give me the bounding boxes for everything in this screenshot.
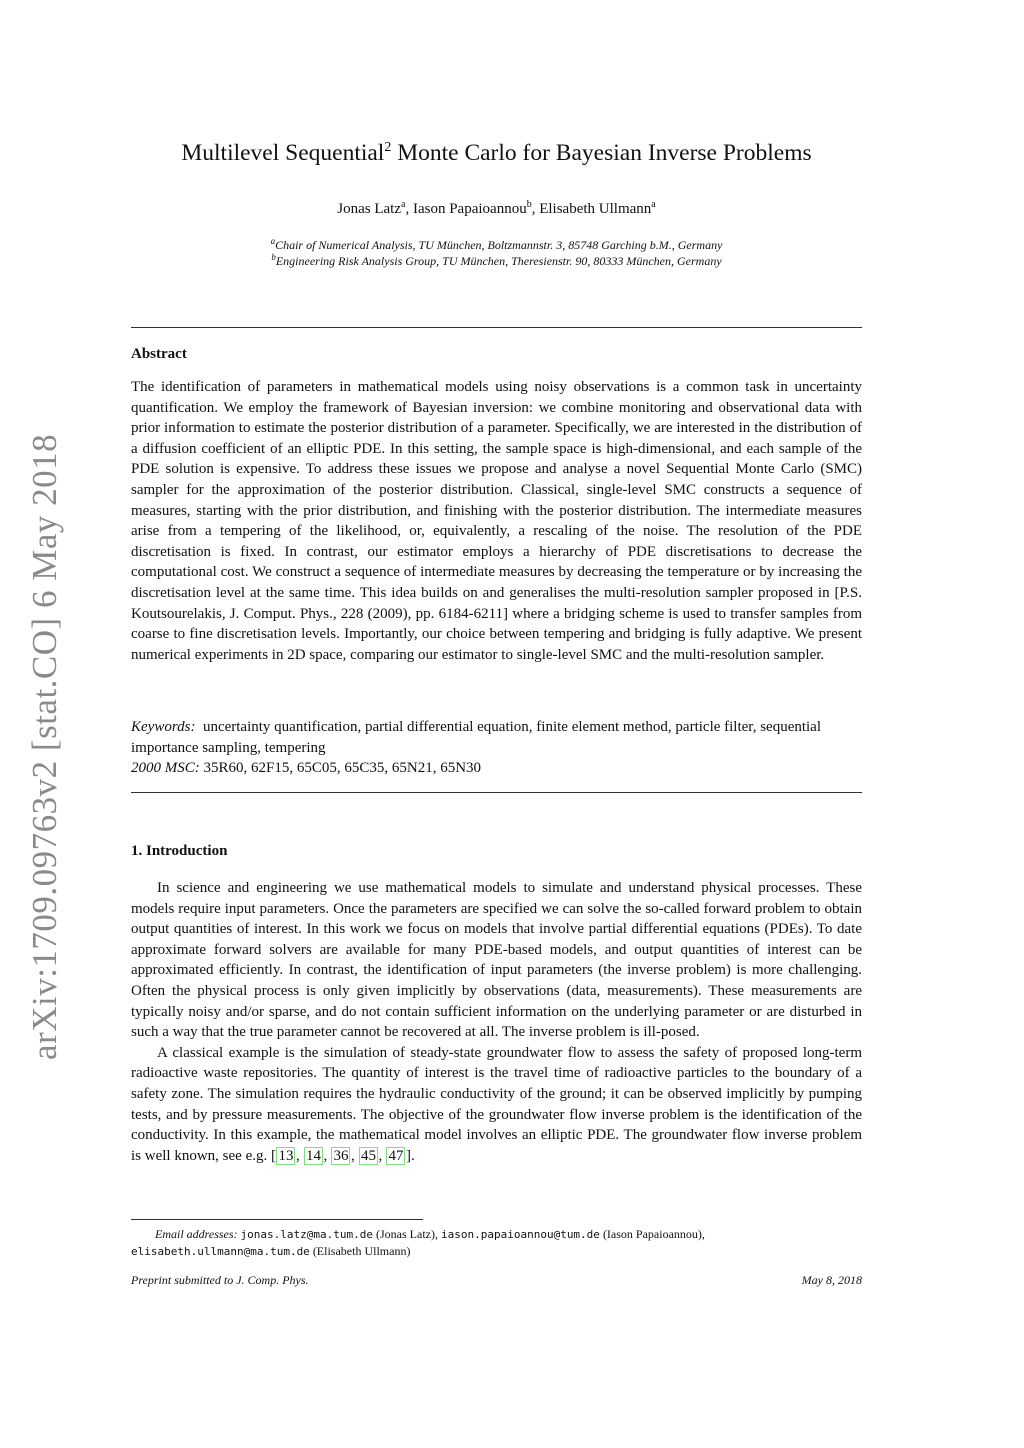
preprint-date: May 8, 2018: [801, 1273, 862, 1287]
paragraph: In science and engineering we use mathematical models to simulate and understand physical processes. These models require input parameters. Once the parameters are specified we can solve the so-called forward problem to obtain output quantities of interest. In this work we focus on models that involve partial differential equations (PDEs). To date approximate forward solvers are available for many PDE-based models, and output quantities of interest can be approximated efficiently. In contrast, the identification of input parameters (the inverse problem) is more challenging. Often the physical process is only given implicitly by observations (data, measurements). These measurements are typically noisy and/or sparse, and do not contain sufficient information on the underlying parameter or are disturbed in such a way that the true parameter cannot be recovered at all. The inverse problem is ill-posed.: [131, 880, 862, 1041]
introduction-body: [131, 878, 862, 1166]
preprint-note: Preprint submitted to J. Comp. Phys.: [131, 1273, 309, 1287]
abstract-heading: Abstract: [131, 346, 187, 362]
author-name: Iason Papaioannou: [412, 201, 527, 217]
author-name: Jonas Latz: [337, 201, 402, 217]
msc-label: 2000 MSC:: [131, 760, 200, 776]
divider: [131, 792, 862, 793]
email-link[interactable]: elisabeth.ullmann@ma.tum.de: [131, 1245, 310, 1258]
affiliation-mark: a: [651, 199, 656, 210]
email-link[interactable]: iason.papaioannou@tum.de: [440, 1228, 600, 1241]
affiliation-b: $^b$Engineering Risk Analysis Group, TU München, Theresienstr. 90, 80333 München, Germany: [271, 252, 722, 268]
paragraph: A classical example is the simulation of steady-state groundwater flow to assess the safety of proposed long-term radioactive waste repositories. The quantity of interest is the travel time of radioactive particles to the boundary of a safety zone. The simulation requires the hydraulic conductivity of the ground; it can be observed implicitly by pumping tests, and by pressure measurements. The objective of the groundwater flow inverse problem is the identification of the conductivity. In this example, the mathematical model involves an elliptic PDE. The groundwater flow inverse problem is well known, see e.g. [ 13 , 14 , 36 , 45 , 47 ].: [131, 1044, 862, 1164]
author-name: Elisabeth Ullmann: [539, 201, 652, 217]
divider: [131, 327, 862, 328]
section-heading-introduction: 1. Introduction: [131, 843, 228, 859]
affiliation-mark: b: [526, 199, 532, 210]
email-link[interactable]: jonas.latz@ma.tum.de: [240, 1228, 373, 1241]
keywords-block: [131, 717, 862, 779]
citation-link[interactable]: 14: [305, 1147, 321, 1164]
affiliation-a: $^a$Chair of Numerical Analysis, TU München, Boltzmannstr. 3, 85748 Garching b.M., Germany: [270, 236, 723, 252]
citation-link[interactable]: 45: [360, 1147, 376, 1164]
footnote-emails: Email addresses: jonas.latz@ma.tum.de (Jonas Latz), iason.papaioannou@tum.de (Iason Papaioannou), elisabeth.ullmann@ma.tum.de (Elisabeth Ullmann): [131, 1227, 705, 1258]
paper-title: Multilevel Sequential$^2$ Monte Carlo for Bayesian Inverse Problems: [181, 140, 812, 166]
keywords-text: uncertainty quantification, partial differential equation, finite element method, particle filter, sequential importance sampling, tempering: [131, 719, 822, 756]
abstract-text: The identification of parameters in mathematical models using noisy observations is a common task in uncertainty quantification. We employ the framework of Bayesian inversion: we combine monitoring and observational data with prior information to estimate the posterior distribution of a parameter. Specifically, we are interested in the distribution of a diffusion coefficient of an elliptic PDE. In this setting, the sample space is high-dimensional, and each sample of the PDE solution is expensive. To address these issues we propose and analyse a novel Sequential Monte Carlo (SMC) sampler for the approximation of the posterior distribution. Classical, single-level SMC constructs a sequence of measures, starting with the prior distribution, and finishing with the posterior distribution. The intermediate measures arise from a tempering of the likelihood, or, equivalently, a rescaling of the noise. The resolution of the PDE discretisation is fixed. In contrast, our estimator employs a hierarchy of PDE discretisations to decrease the computational cost. We construct a sequence of intermediate measures by decreasing the temperature or by increasing the discretisation level at the same time. This idea builds on and generalises the multi-resolution sampler proposed in [P.S. Koutsourelakis, J. Comput. Phys., 228 (2009), pp. 6184-6211] where a bridging scheme is used to transfer samples from coarse to fine discretisation levels. Importantly, our choice between tempering and bridging is fully adaptive. We present numerical experiments in 2D space, comparing our estimator to single-level SMC and the multi-resolution sampler.: [131, 379, 862, 663]
citation-link[interactable]: 13: [278, 1147, 294, 1164]
arxiv-identifier-stamp: arXiv:1709.09763v2 [stat.CO] 6 May 2018: [25, 433, 64, 1060]
footnote-label: Email addresses:: [155, 1227, 238, 1241]
affiliation-mark: a: [401, 199, 406, 210]
citation-link[interactable]: 36: [333, 1147, 349, 1164]
msc-codes: 35R60, 62F15, 65C05, 65C35, 65N21, 65N30: [203, 760, 482, 776]
footnote-divider: [131, 1219, 423, 1220]
keywords-label: Keywords:: [131, 719, 196, 735]
author-list: Jonas Latz$^a$, Iason Papaioannou$^b$, Elisabeth Ullmann$^a$: [337, 199, 656, 217]
citation-link[interactable]: 47: [388, 1147, 404, 1164]
